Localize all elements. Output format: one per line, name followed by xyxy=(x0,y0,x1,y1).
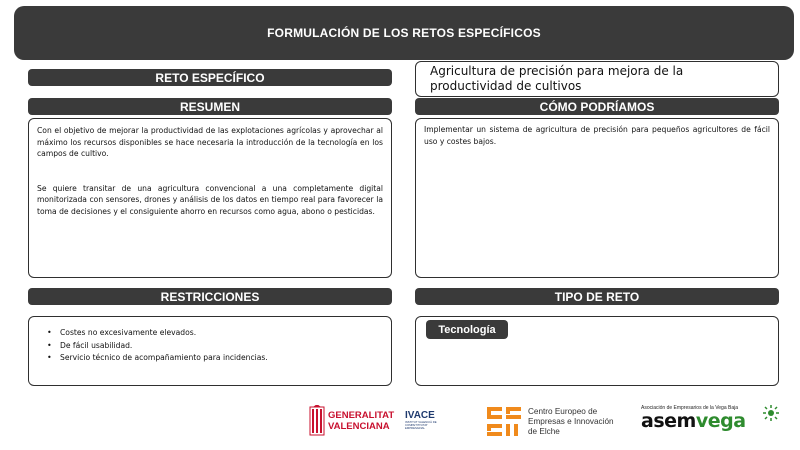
reto-especifico-value: Agricultura de precisión para mejora de la productividad de cultivos xyxy=(430,64,684,93)
page-title: FORMULACIÓN DE LOS RETOS ESPECÍFICOS xyxy=(267,26,541,40)
asemvega-vega: vega xyxy=(695,410,746,432)
reto-especifico-header xyxy=(28,69,392,86)
tipo-de-reto-box xyxy=(415,316,779,386)
ivace-logo xyxy=(405,410,445,434)
restricciones-box xyxy=(28,316,392,386)
asemvega-asem: asem xyxy=(641,410,696,432)
reto-especifico-value-box xyxy=(415,61,779,97)
resumen-paragraph-2: Se quiere transitar de una agricultura convencional a una completamente digital monitorizada con sensores, drones y análisis de los datos en tiempo real para favorecer la toma de decisiones y el consiguiente ahorro en recursos como agua, abono o pesticidas. xyxy=(37,183,383,216)
como-podriamos-box xyxy=(415,118,779,278)
restriccion-item: • Costes no excesivamente elevados. xyxy=(47,327,373,340)
ceei-line-3: de Elche xyxy=(528,427,560,436)
ivace-subtitle: INSTITUT VALENCIÀ DE COMPETITIVITAT EMPRESARIAL xyxy=(405,420,437,431)
como-podriamos-header xyxy=(415,98,779,115)
tipo-de-reto-tag: Tecnología xyxy=(426,320,508,339)
gva-line-2: VALENCIANA xyxy=(328,421,390,432)
bullet-icon: • xyxy=(47,328,52,337)
restricciones-label: RESTRICCIONES xyxy=(160,289,260,304)
ceei-line-1: Centro Europeo de xyxy=(528,407,598,416)
restricciones-header xyxy=(28,288,392,305)
gva-line-1: GENERALITAT xyxy=(328,410,395,421)
generalitat-valenciana-logo xyxy=(308,405,403,439)
resumen-header xyxy=(28,98,392,115)
bullet-icon: • xyxy=(47,340,52,350)
ceei-mark-icon xyxy=(487,407,523,437)
ivace-name: IVACE xyxy=(405,410,435,421)
ceei-line-2: Empresas e Innovación xyxy=(528,417,614,426)
ceei-logo xyxy=(487,405,627,439)
resumen-box xyxy=(28,118,392,278)
como-podriamos-text: Implementar un sistema de agricultura de precisión para pequeños agricultores de fácil uso y costes bajos. xyxy=(424,125,770,146)
generalitat-shield-icon xyxy=(308,405,326,439)
asemvega-logo xyxy=(641,405,781,439)
como-podriamos-label: CÓMO PODRÍAMOS xyxy=(539,99,655,114)
resumen-paragraph-1: Con el objetivo de mejorar la productividad de las explotaciones agrícolas y aprovechar al máximo los recursos disponibles se hace necesaria la introducción de la tecnología en los campos de cultivo. xyxy=(37,126,383,159)
restriccion-item: • Servicio técnico de acompañamiento para incidencias. xyxy=(47,352,373,365)
restriccion-item: • De fácil usabilidad. xyxy=(47,340,373,353)
asemvega-sun-icon xyxy=(763,405,779,421)
reto-especifico-label: RETO ESPECÍFICO xyxy=(155,70,265,85)
tipo-de-reto-label: TIPO DE RETO xyxy=(554,289,640,304)
asemvega-tagline: Asociación de Empresarios de la Vega Baja xyxy=(641,405,739,411)
bullet-icon: • xyxy=(47,353,52,362)
restricciones-list xyxy=(47,327,373,365)
resumen-label: RESUMEN xyxy=(179,99,240,114)
tipo-de-reto-header xyxy=(415,288,779,305)
page-title-banner xyxy=(14,6,794,60)
